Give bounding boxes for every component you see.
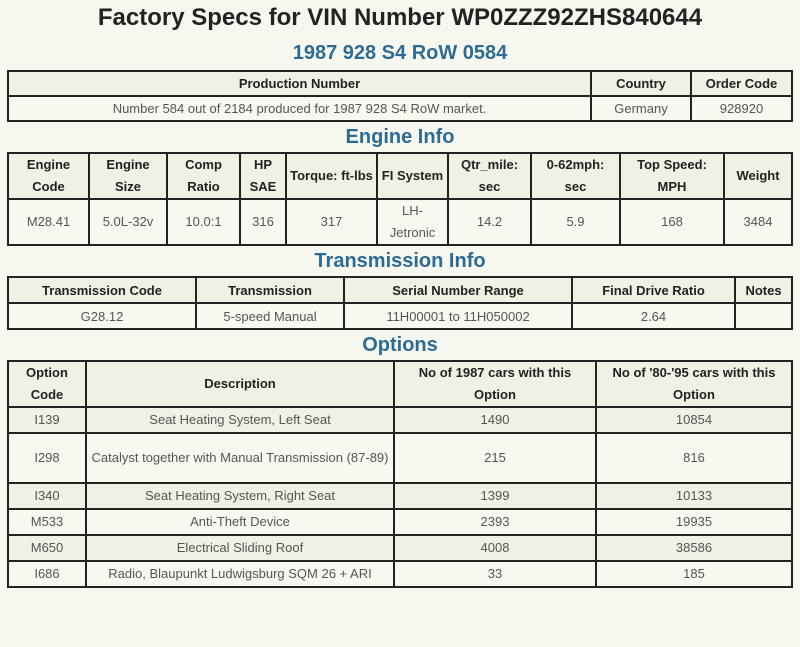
table-row	[8, 561, 792, 587]
table-row	[8, 433, 792, 483]
count-80-95-cell: 38586	[596, 535, 792, 561]
table-header-row	[8, 277, 792, 303]
column-header: No of '80-'95 cars with this Option	[596, 361, 792, 407]
column-header: Notes	[735, 277, 792, 303]
option-code-cell: I298	[8, 433, 86, 483]
table-row	[8, 535, 792, 561]
column-header: Transmission Code	[8, 277, 196, 303]
count-1987-cell: 215	[394, 433, 596, 483]
column-header: Engine Code	[8, 153, 89, 199]
production-table	[7, 70, 793, 122]
transmission-section-title: Transmission Info	[314, 250, 486, 272]
option-description-cell: Radio, Blaupunkt Ludwigsburg SQM 26 + ARI	[86, 561, 394, 587]
notes-cell	[735, 303, 792, 329]
option-description-cell: Electrical Sliding Roof	[86, 535, 394, 561]
option-code-cell: M533	[8, 509, 86, 535]
option-description-cell: Seat Heating System, Left Seat	[86, 407, 394, 433]
production-number-cell: Number 584 out of 2184 produced for 1987 928 S4 RoW market.	[8, 96, 591, 121]
comp-ratio-cell: 10.0:1	[167, 199, 240, 245]
top-speed-cell: 168	[620, 199, 724, 245]
column-header: Country	[591, 71, 691, 96]
option-description-cell: Catalyst together with Manual Transmission (87-89)	[86, 433, 394, 483]
column-header: 0-62mph: sec	[531, 153, 620, 199]
column-header: Order Code	[691, 71, 792, 96]
count-1987-cell: 33	[394, 561, 596, 587]
count-80-95-cell: 19935	[596, 509, 792, 535]
page-title: Factory Specs for VIN Number WP0ZZZ92ZHS840644	[97, 4, 703, 31]
table-row	[8, 199, 792, 245]
transmission-type-cell: 5-speed Manual	[196, 303, 344, 329]
option-code-cell: I686	[8, 561, 86, 587]
option-code-cell: M650	[8, 535, 86, 561]
weight-cell: 3484	[724, 199, 792, 245]
column-header: Comp Ratio	[167, 153, 240, 199]
column-header: Option Code	[8, 361, 86, 407]
model-subtitle: 1987 928 S4 RoW 0584	[292, 42, 508, 64]
engine-code-cell: M28.41	[8, 199, 89, 245]
zero-to-62-cell: 5.9	[531, 199, 620, 245]
column-header: Weight	[724, 153, 792, 199]
count-1987-cell: 1399	[394, 483, 596, 509]
option-code-cell: I340	[8, 483, 86, 509]
count-1987-cell: 4008	[394, 535, 596, 561]
transmission-table	[7, 276, 793, 330]
column-header: Qtr_mile: sec	[448, 153, 531, 199]
count-1987-cell: 2393	[394, 509, 596, 535]
column-header: Serial Number Range	[344, 277, 572, 303]
qtr-mile-cell: 14.2	[448, 199, 531, 245]
option-description-cell: Anti-Theft Device	[86, 509, 394, 535]
column-header: Top Speed: MPH	[620, 153, 724, 199]
table-header-row	[8, 153, 792, 199]
column-header: Final Drive Ratio	[572, 277, 735, 303]
serial-range-cell: 11H00001 to 11H050002	[344, 303, 572, 329]
engine-section-title: Engine Info	[345, 126, 455, 148]
column-header: Description	[86, 361, 394, 407]
table-row	[8, 407, 792, 433]
table-row	[8, 303, 792, 329]
table-header-row	[8, 361, 792, 407]
column-header: Engine Size	[89, 153, 167, 199]
transmission-code-cell: G28.12	[8, 303, 196, 329]
fi-system-cell: LH-Jetronic	[377, 199, 448, 245]
order-code-cell: 928920	[691, 96, 792, 121]
table-header-row	[8, 71, 792, 96]
count-80-95-cell: 10854	[596, 407, 792, 433]
count-80-95-cell: 816	[596, 433, 792, 483]
hp-cell: 316	[240, 199, 286, 245]
column-header: HP SAE	[240, 153, 286, 199]
torque-cell: 317	[286, 199, 377, 245]
count-1987-cell: 1490	[394, 407, 596, 433]
table-row	[8, 509, 792, 535]
option-code-cell: I139	[8, 407, 86, 433]
count-80-95-cell: 185	[596, 561, 792, 587]
column-header: FI System	[377, 153, 448, 199]
country-cell: Germany	[591, 96, 691, 121]
options-table	[7, 360, 793, 588]
count-80-95-cell: 10133	[596, 483, 792, 509]
column-header: No of 1987 cars with this Option	[394, 361, 596, 407]
engine-size-cell: 5.0L-32v	[89, 199, 167, 245]
final-drive-cell: 2.64	[572, 303, 735, 329]
option-description-cell: Seat Heating System, Right Seat	[86, 483, 394, 509]
column-header: Production Number	[8, 71, 591, 96]
column-header: Transmission	[196, 277, 344, 303]
table-row	[8, 96, 792, 121]
options-section-title: Options	[362, 334, 438, 356]
column-header: Torque: ft-lbs	[286, 153, 377, 199]
engine-table	[7, 152, 793, 246]
table-row	[8, 483, 792, 509]
